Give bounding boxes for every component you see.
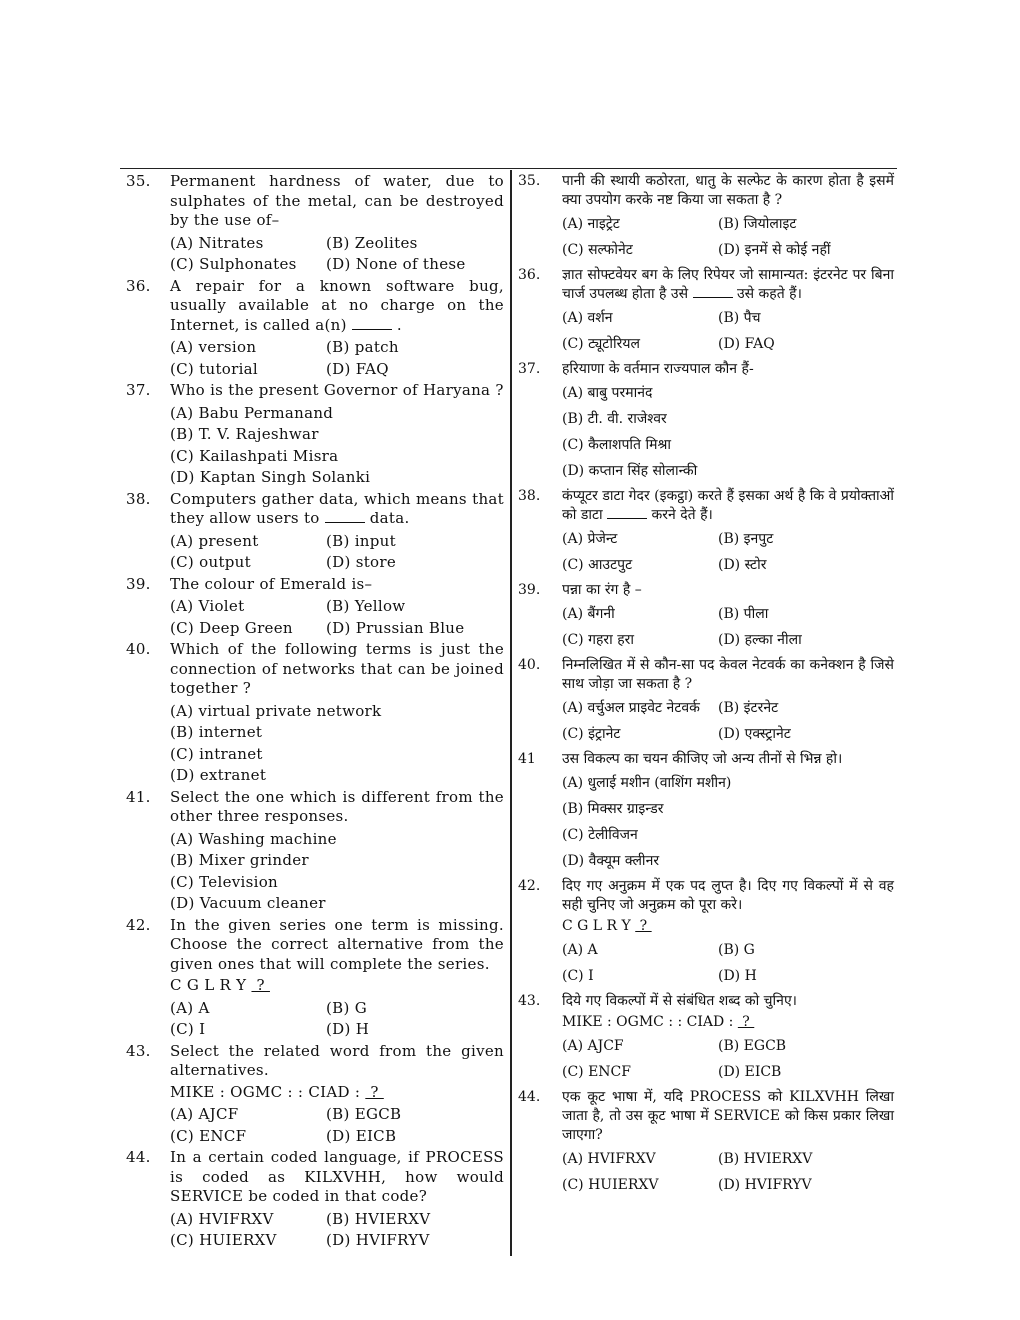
question-item <box>126 277 504 381</box>
question-number: 38. <box>126 489 151 508</box>
question-text: पानी की स्थायी कठोरता, धातु के सल्फेट के कारण होता है इसमें क्या उपयोग करके नष्ट किया जा सकता है ? <box>562 173 894 208</box>
option-item: (C) ENCF <box>562 1064 631 1080</box>
hindi-column <box>518 172 894 1201</box>
question-item <box>126 916 504 1041</box>
option-item: (D) EICB <box>326 1126 397 1145</box>
question-item <box>518 360 894 483</box>
column-divider <box>510 170 512 1256</box>
options-list <box>170 403 504 489</box>
question-item <box>518 877 894 988</box>
option-item: (A) version <box>170 338 257 356</box>
missing-term: ? <box>251 976 270 994</box>
option-item: (D) कप्तान सिंह सोलान्की <box>562 463 698 479</box>
option-item: (A) HVIFRXV <box>170 1209 274 1228</box>
option-item: (A) present <box>170 531 259 550</box>
options-list <box>562 1148 894 1197</box>
option-item: (A) AJCF <box>562 1038 624 1054</box>
question-number: 36. <box>126 276 151 295</box>
question-text: Which of the following terms is just the connection of networks that can be joined together ? <box>170 640 504 697</box>
question-text: दिये गए विकल्पों में से संबंधित शब्द को चुनिए। <box>562 993 797 1009</box>
option-item: (A) बाबु परमानंद <box>562 385 653 401</box>
option-item: (D) store <box>326 553 397 571</box>
option-item: (C) Deep Green <box>170 618 293 637</box>
option-item: (D) एक्स्ट्रानेट <box>718 726 791 742</box>
question-number: 41 <box>518 751 536 767</box>
question-number: 39. <box>126 574 151 593</box>
option-item: (C) output <box>170 553 251 571</box>
option-item: (D) H <box>718 968 757 984</box>
option-item: (B) इनपुट <box>718 531 774 547</box>
question-item <box>518 581 894 652</box>
top-rule <box>120 168 897 169</box>
options-list <box>170 1209 504 1252</box>
option-item: (A) AJCF <box>170 1105 239 1123</box>
question-item <box>518 656 894 746</box>
option-item: (D) EICB <box>718 1064 782 1080</box>
question-number: 39. <box>518 582 541 598</box>
option-item: (B) EGCB <box>326 1105 402 1123</box>
option-item: (B) G <box>326 998 367 1017</box>
option-item: (B) patch <box>326 338 399 356</box>
question-item <box>126 1042 504 1148</box>
option-item: (D) FAQ <box>718 336 775 352</box>
question-number: 44. <box>126 1148 151 1166</box>
option-item: (B) मिक्सर ग्राइन्डर <box>562 801 664 817</box>
option-item: (A) Nitrates <box>170 233 264 252</box>
question-text: In the given series one term is missing. Choose the correct alternative from the given ones that will complete the series. <box>170 915 504 973</box>
question-item <box>518 172 894 262</box>
option-item: (A) Washing machine <box>170 829 337 848</box>
options-list <box>562 939 894 988</box>
question-text: पन्ना का रंग है – <box>562 582 642 598</box>
question-text: The colour of Emerald is– <box>170 574 373 593</box>
option-item: (B) इंटरनेट <box>718 700 779 716</box>
question-item <box>126 490 504 574</box>
question-number: 43. <box>518 993 541 1009</box>
option-item: (D) extranet <box>170 766 267 784</box>
option-item: (D) H <box>326 1020 370 1038</box>
question-text: उस विकल्प का चयन कीजिए जो अन्य तीनों से भिन्न हो। <box>562 751 843 767</box>
option-item: (C) I <box>562 968 594 984</box>
option-item: (A) HVIFRXV <box>562 1151 656 1167</box>
option-item: (D) HVIFRYV <box>326 1231 430 1249</box>
options-list <box>170 531 504 574</box>
options-list <box>562 307 894 356</box>
option-item: (A) वर्चुअल प्राइवेट नेटवर्क <box>562 700 700 716</box>
option-item: (C) आउटपुट <box>562 557 633 573</box>
options-list <box>562 213 894 262</box>
option-item: (A) virtual private network <box>170 701 382 720</box>
option-item: (B) जियोलाइट <box>718 216 797 232</box>
question-number: 37. <box>126 381 151 399</box>
option-item: (C) Television <box>170 872 278 891</box>
option-item: (C) ENCF <box>170 1126 247 1145</box>
question-number: 35. <box>518 173 541 189</box>
option-item: (A) A <box>562 942 598 958</box>
options-list <box>562 697 894 746</box>
option-item: (B) G <box>718 942 755 958</box>
options-list <box>562 382 894 483</box>
question-number: 36. <box>518 267 541 283</box>
options-list <box>170 1104 504 1147</box>
question-text: In a certain coded language, if PROCESS is coded as KILXVHH, how would SERVICE be coded in that code? <box>170 1148 504 1205</box>
question-text: A repair for a known software bug, usually available at no charge on the Internet, is called a(n) . <box>170 276 504 334</box>
missing-term: ? <box>365 1082 384 1101</box>
option-item: (B) input <box>326 531 396 550</box>
question-item <box>126 640 504 787</box>
option-item: (C) HUIERXV <box>562 1177 659 1193</box>
option-item: (D) हल्का नीला <box>718 632 802 648</box>
option-item: (B) Zeolites <box>326 233 418 252</box>
answer-blank <box>352 319 392 330</box>
option-item: (C) Sulphonates <box>170 255 297 273</box>
option-item: (D) वैक्यूम क्लीनर <box>562 853 660 869</box>
option-item: (B) पीला <box>718 606 769 622</box>
option-item: (D) None of these <box>326 255 466 273</box>
question-item <box>126 381 504 489</box>
question-number: 42. <box>518 878 541 894</box>
series-line: C G L R Y ? <box>170 976 270 994</box>
question-item <box>126 575 504 640</box>
option-item: (B) टी. वी. राजेश्वर <box>562 411 667 427</box>
option-item: (A) प्रेजेन्ट <box>562 531 618 547</box>
question-text: Computers gather data, which means that they allow users to data. <box>170 489 504 527</box>
option-item: (D) इनमें से कोई नहीं <box>718 242 831 258</box>
options-list <box>170 998 504 1041</box>
option-item: (D) FAQ <box>326 359 389 378</box>
options-list <box>562 603 894 652</box>
option-item: (B) HVIERXV <box>718 1151 813 1167</box>
question-text: निम्नलिखित में से कौन-सा पद केवल नेटवर्क का कनेक्शन है जिसे साथ जोड़ा जा सकता है ? <box>562 657 894 692</box>
question-number: 41. <box>126 787 151 806</box>
question-number: 43. <box>126 1041 151 1060</box>
question-item <box>126 172 504 276</box>
answer-blank <box>693 287 733 298</box>
english-column <box>126 172 504 1253</box>
options-list <box>562 1035 894 1084</box>
question-item <box>126 788 504 915</box>
option-item: (C) intranet <box>170 744 263 763</box>
options-list <box>562 528 894 577</box>
option-item: (C) Kailashpati Misra <box>170 446 339 465</box>
option-item: (A) बैंगनी <box>562 606 615 622</box>
question-item <box>518 487 894 577</box>
question-number: 37. <box>518 361 541 377</box>
options-list <box>170 337 504 380</box>
options-list <box>170 701 504 787</box>
question-item <box>518 750 894 873</box>
option-item: (B) HVIERXV <box>326 1209 431 1228</box>
option-item: (A) वर्शन <box>562 310 613 326</box>
option-item: (A) A <box>170 998 210 1017</box>
question-text: कंप्यूटर डाटा गेदर (इकट्ठा) करते हैं इसका अर्थ है कि वे प्रयोक्ताओं को डाटा करने देते हैं। <box>562 488 894 523</box>
option-item: (D) Kaptan Singh Solanki <box>170 468 371 486</box>
option-item: (D) Prussian Blue <box>326 618 465 637</box>
question-text: ज्ञात सोफ्टवेयर बग के लिए रिपेयर जो सामान्यत: इंटरनेट पर बिना चार्ज उपलब्ध होता है उसे उसे कहते हैं। <box>562 267 894 302</box>
option-item: (C) कैलाशपति मिश्रा <box>562 437 672 453</box>
answer-blank <box>607 508 647 519</box>
option-item: (C) इंट्रानेट <box>562 726 621 742</box>
series-line: C G L R Y ? <box>562 918 652 934</box>
option-item: (C) HUIERXV <box>170 1231 277 1249</box>
option-item: (C) टेलीविजन <box>562 827 638 843</box>
series-line: MIKE : OGMC : : CIAD : ? <box>562 1014 755 1030</box>
option-item: (B) Mixer grinder <box>170 851 309 869</box>
options-list <box>170 829 504 915</box>
question-number: 35. <box>126 172 151 190</box>
option-item: (A) Babu Permanand <box>170 403 334 422</box>
option-item: (D) स्टोर <box>718 557 767 573</box>
option-item: (A) धुलाई मशीन (वाशिंग मशीन) <box>562 775 732 791</box>
question-text: Select the one which is different from the other three responses. <box>170 787 504 825</box>
option-item: (B) EGCB <box>718 1038 787 1054</box>
question-item <box>518 992 894 1084</box>
option-item: (C) गहरा हरा <box>562 632 634 648</box>
question-number: 42. <box>126 915 151 934</box>
question-item <box>518 266 894 356</box>
option-item: (C) tutorial <box>170 359 259 378</box>
question-number: 44. <box>518 1089 541 1105</box>
question-text: Permanent hardness of water, due to sulphates of the metal, can be destroyed by the use of– <box>170 172 504 229</box>
question-text: Select the related word from the given alternatives. <box>170 1041 504 1079</box>
question-number: 40. <box>518 657 541 673</box>
option-item: (C) सल्फोनेट <box>562 242 633 258</box>
option-item: (B) पैच <box>718 310 761 326</box>
question-text: दिए गए अनुक्रम में एक पद लुप्त है। दिए गए विकल्पों में से वह सही चुनिए जो अनुक्रम को पूरा करे। <box>562 878 894 913</box>
series-line: MIKE : OGMC : : CIAD : ? <box>170 1082 384 1101</box>
options-list <box>170 233 504 276</box>
question-item <box>518 1088 894 1197</box>
answer-blank <box>325 512 365 523</box>
option-item: (C) ट्यूटोरियल <box>562 336 640 352</box>
question-text: Who is the present Governor of Haryana ? <box>170 381 504 399</box>
missing-term: ? <box>737 1014 755 1030</box>
option-item: (B) T. V. Rajeshwar <box>170 425 319 443</box>
question-item <box>126 1148 504 1252</box>
option-item: (B) internet <box>170 723 263 741</box>
option-item: (D) HVIFRYV <box>718 1177 812 1193</box>
options-list <box>562 772 894 873</box>
option-item: (D) Vacuum cleaner <box>170 894 326 912</box>
option-item: (B) Yellow <box>326 597 406 615</box>
missing-term: ? <box>635 918 652 934</box>
options-list <box>170 596 504 639</box>
question-number: 38. <box>518 488 541 504</box>
option-item: (A) नाइट्रेट <box>562 216 620 232</box>
question-number: 40. <box>126 640 151 658</box>
question-text: एक कूट भाषा में, यदि PROCESS को KILXVHH लिखा जाता है, तो उस कूट भाषा में SERVICE को किस प्रकार लिखा जाएगा? <box>562 1089 894 1143</box>
option-item: (A) Violet <box>170 597 245 615</box>
question-text: हरियाणा के वर्तमान राज्यपाल कौन हैं- <box>562 361 754 377</box>
option-item: (C) I <box>170 1020 206 1038</box>
